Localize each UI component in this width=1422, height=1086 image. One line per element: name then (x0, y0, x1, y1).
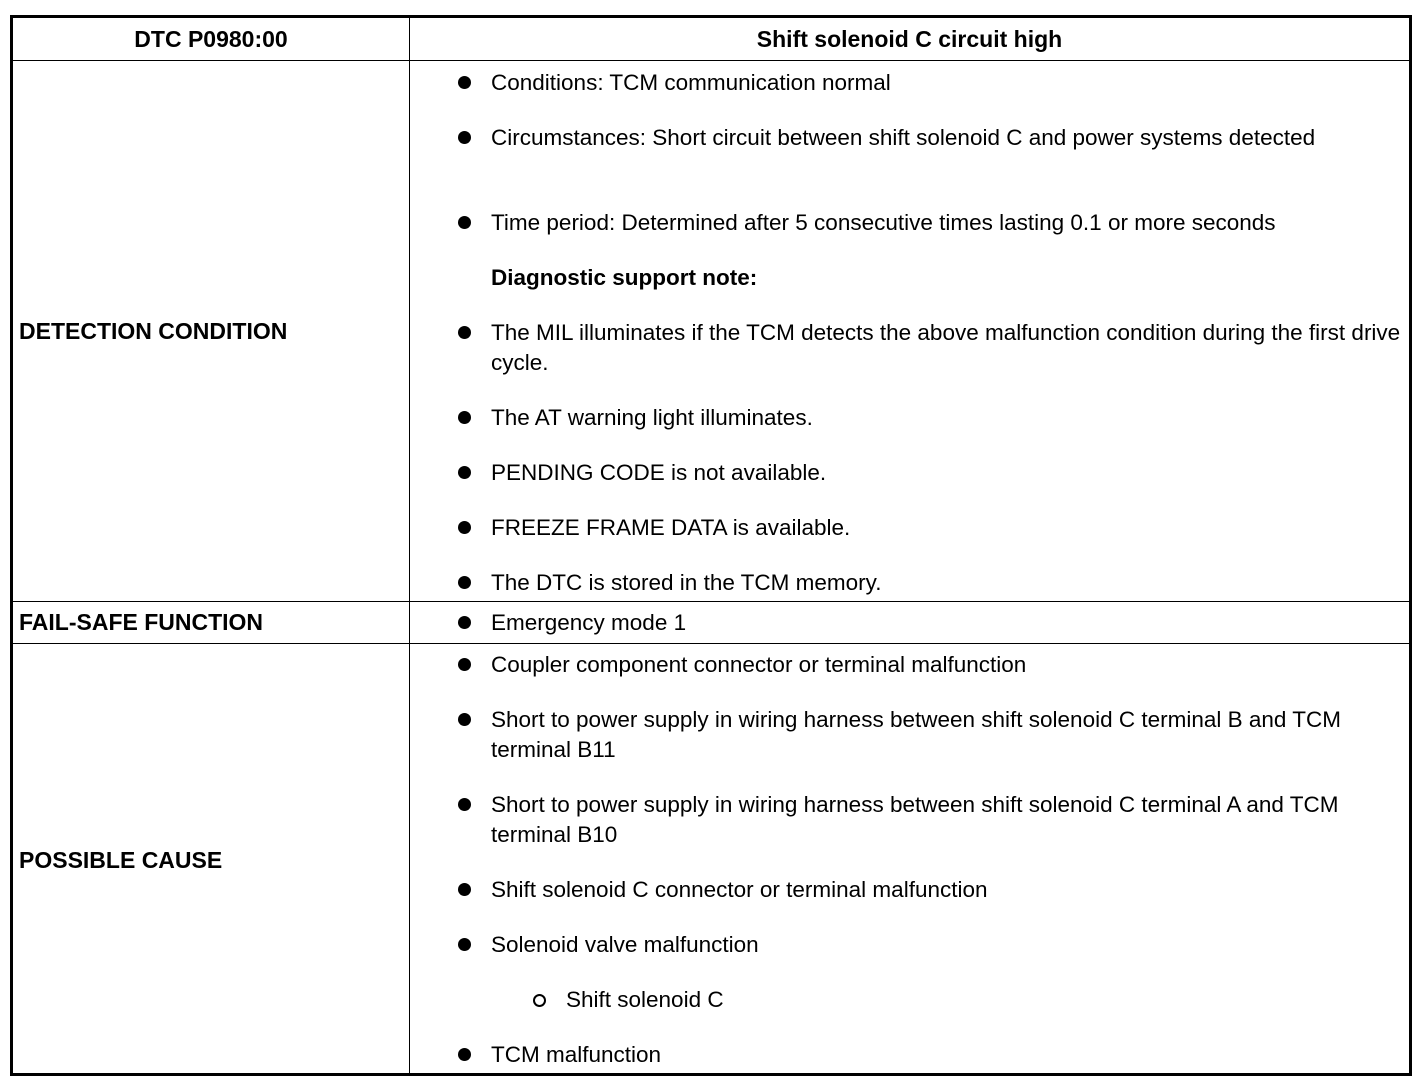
bullet-icon (458, 1048, 471, 1061)
detection-item: Time period: Determined after 5 consecutive times lasting 0.1 or more seconds (491, 210, 1276, 235)
possible-cause-content (410, 644, 1409, 1076)
possible-cause-row (13, 644, 1409, 1076)
dtc-table (10, 15, 1412, 1076)
header-row (13, 18, 1409, 61)
cause-item: Solenoid valve malfunction (491, 932, 759, 957)
fail-safe-label: FAIL-SAFE FUNCTION (13, 602, 410, 643)
detection-condition-content (410, 61, 1409, 601)
cause-sub-item: Shift solenoid C (566, 987, 724, 1012)
bullet-icon (458, 131, 471, 144)
dtc-code: DTC P0980:00 (13, 18, 410, 60)
note-item: The DTC is stored in the TCM memory. (491, 570, 882, 595)
cause-item: Coupler component connector or terminal malfunction (491, 652, 1027, 677)
bullet-icon (458, 658, 471, 671)
detection-condition-label: DETECTION CONDITION (13, 61, 410, 601)
diagnostic-note-heading: Diagnostic support note: (491, 265, 758, 290)
hollow-bullet-icon (533, 994, 546, 1007)
note-item: PENDING CODE is not available. (491, 460, 827, 485)
fail-safe-content (410, 602, 1409, 643)
bullet-icon (458, 616, 471, 629)
possible-cause-label: POSSIBLE CAUSE (13, 644, 410, 1076)
bullet-icon (458, 76, 471, 89)
bullet-icon (458, 411, 471, 424)
bullet-icon (458, 938, 471, 951)
note-item: The AT warning light illuminates. (491, 405, 813, 430)
cause-item: Shift solenoid C connector or terminal malfunction (491, 877, 988, 902)
note-item: FREEZE FRAME DATA is available. (491, 515, 851, 540)
fail-safe-item: Emergency mode 1 (491, 610, 687, 635)
cause-item: Short to power supply in wiring harness between shift solenoid C terminal B and TCM terminal B11 (491, 707, 1342, 762)
cause-item: TCM malfunction (491, 1042, 662, 1067)
bullet-icon (458, 466, 471, 479)
fail-safe-row (13, 602, 1409, 644)
cause-item: Short to power supply in wiring harness between shift solenoid C terminal A and TCM terminal B10 (491, 792, 1339, 847)
detection-item: Conditions: TCM communication normal (491, 70, 891, 95)
dtc-description: Shift solenoid C circuit high (756, 25, 1063, 52)
bullet-icon (458, 883, 471, 896)
note-item: The MIL illuminates if the TCM detects the above malfunction condition during the first drive cycle. (491, 320, 1401, 375)
bullet-icon (458, 713, 471, 726)
bullet-icon (458, 521, 471, 534)
bullet-icon (458, 798, 471, 811)
detection-item: Circumstances: Short circuit between shift solenoid C and power systems detected (491, 125, 1316, 150)
bullet-icon (458, 576, 471, 589)
bullet-icon (458, 326, 471, 339)
detection-condition-row (13, 61, 1409, 602)
bullet-icon (458, 216, 471, 229)
